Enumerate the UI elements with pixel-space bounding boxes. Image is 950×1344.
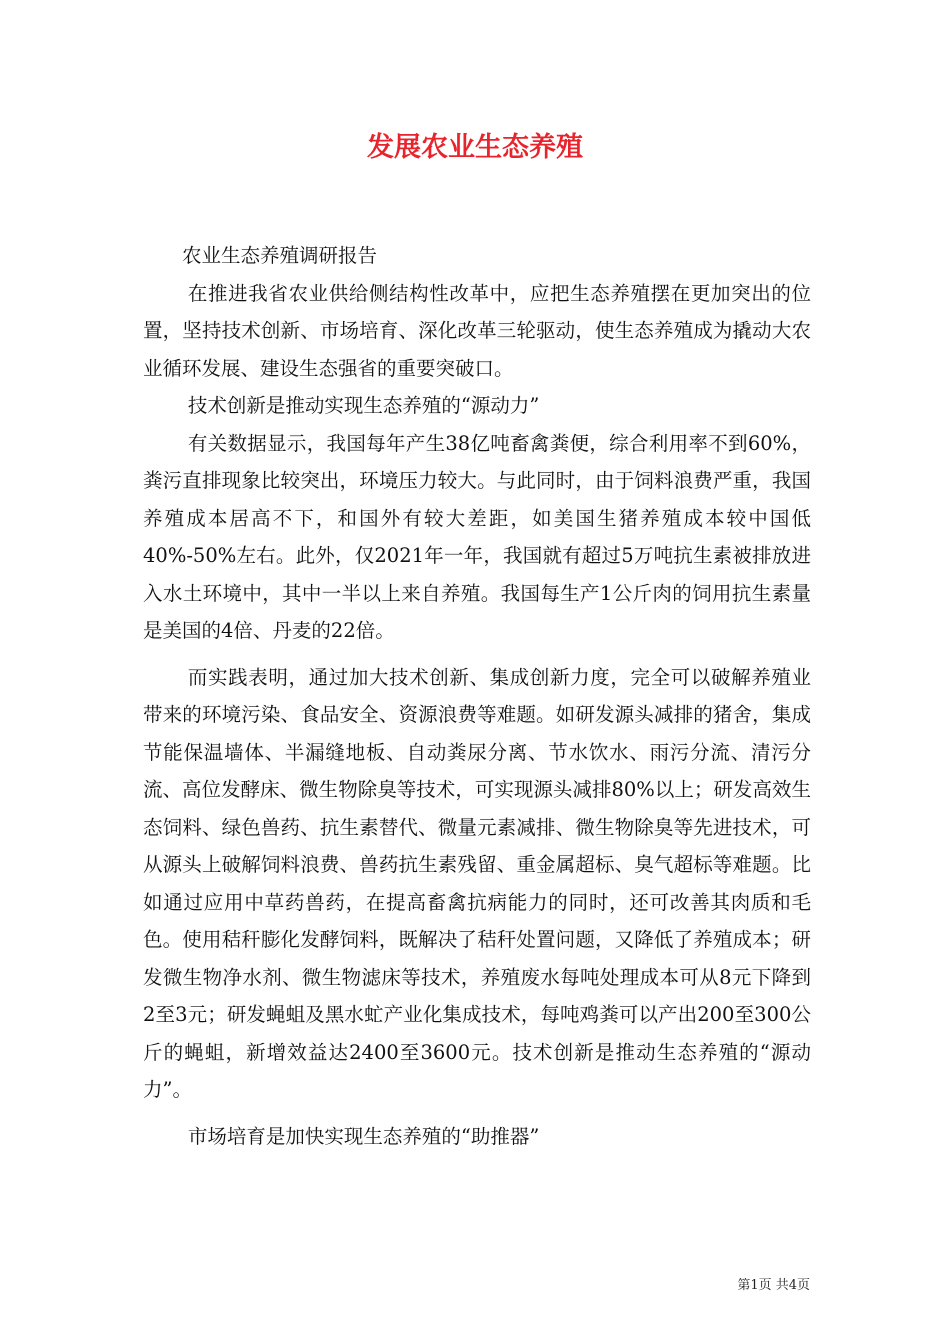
document-title: 发展农业生态养殖 [367,132,583,163]
paragraph-intro: 在推进我省农业供给侧结构性改革中，应把生态养殖摆在更加突出的位置，坚持技术创新、市场培育、深化改革三轮驱动，使生态养殖成为撬动大农业循环发展、建设生态强省的重要突破口。 [143,281,811,380]
section-heading-technology: 技术创新是推动实现生态养殖的“源动力” [187,394,540,417]
paragraph-data: 有关数据显示，我国每年产生38亿吨畜禽粪便，综合利用率不到60%，粪污直排现象比较突出，环境压力较大。与此同时，由于饲料浪费严重，我国养殖成本居高不下，和国外有较大差距，如美国生猪养殖成本较中国低40%-50%左右。此外，仅2021年一年，我国就有超过5万吨抗生素被排放进入水土环境中，其中一半以上来自养殖。我国每生产1公斤肉的饲用抗生素量是美国的4倍、丹麦的22倍。 [143,431,811,642]
document-body [143,237,811,1155]
report-subtitle: 农业生态养殖调研报告 [182,244,378,267]
paragraph-practice: 而实践表明，通过加大技术创新、集成创新力度，完全可以破解养殖业带来的环境污染、食品安全、资源浪费等难题。如研发源头减排的猪舍，集成节能保温墙体、半漏缝地板、自动粪尿分离、节水饮水、雨污分流、清污分流、高位发酵床、微生物除臭等技术，可实现源头减排80%以上；研发高效生态饲料、绿色兽药、抗生素替代、微量元素减排、微生物除臭等先进技术，可从源头上破解饲料浪费、兽药抗生素残留、重金属超标、臭气超标等难题。比如通过应用中草药兽药，在提高畜禽抗病能力的同时，还可改善其肉质和毛色。使用秸秆膨化发酵饲料，既解决了秸秆处置问题，又降低了养殖成本；研发微生物净水剂、微生物滤床等技术，养殖废水每吨处理成本可从8元下降到2至3元；研发蝇蛆及黑水虻产业化集成技术，每吨鸡粪可以产出200至300公斤的蝇蛆，新增效益达2400至3600元。技术创新是推动生态养殖的“源动力”。 [143,665,811,1101]
section-heading-market: 市场培育是加快实现生态养殖的“助推器” [187,1124,540,1148]
page-number: 第1页 共4页 [737,1278,810,1293]
